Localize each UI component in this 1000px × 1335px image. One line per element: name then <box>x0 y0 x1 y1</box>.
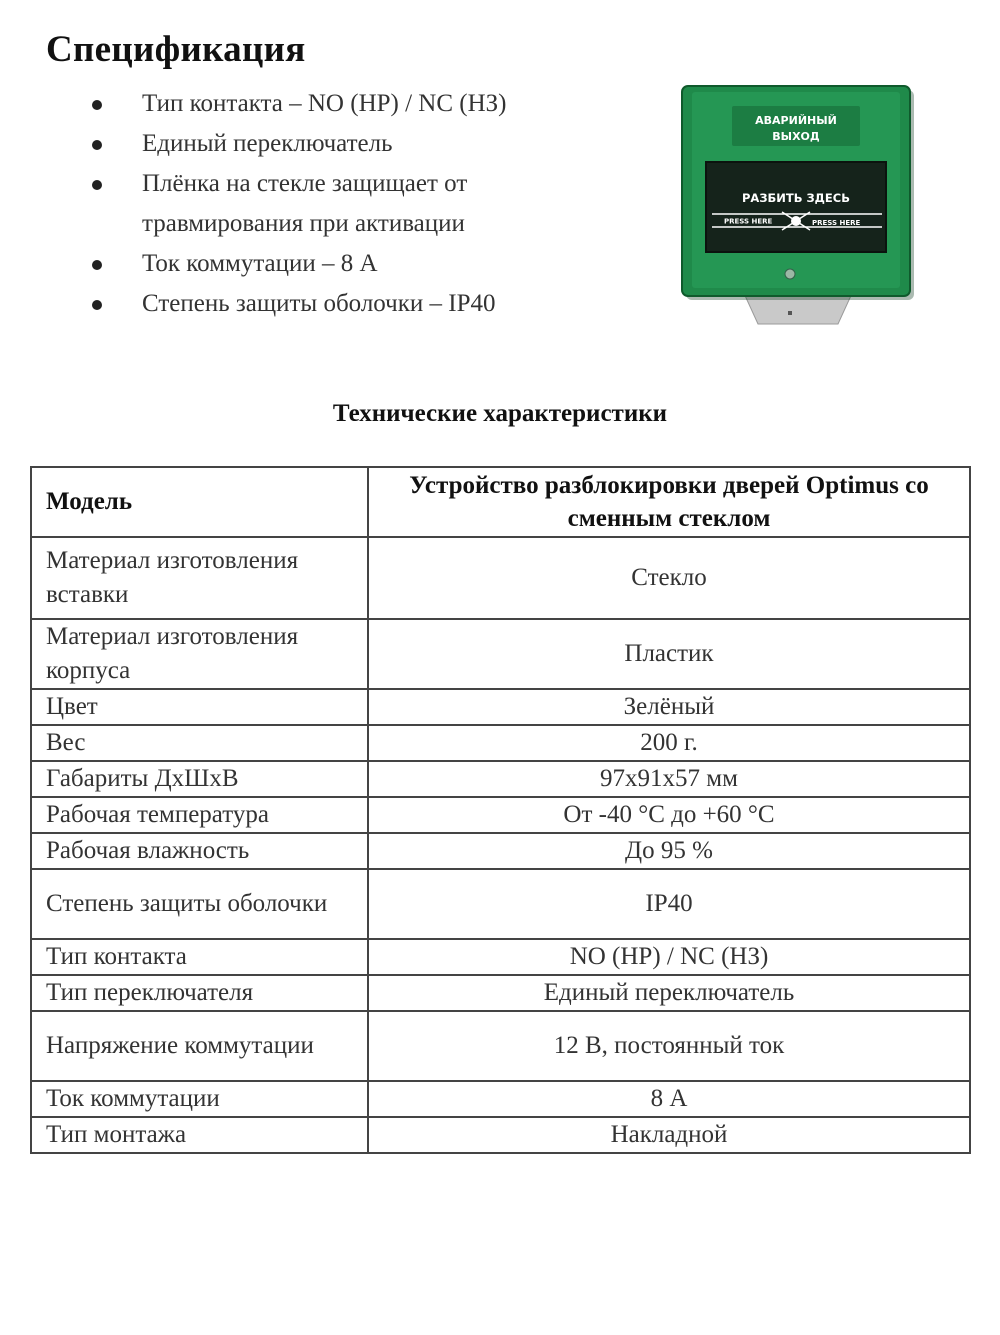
bullet-icon <box>92 260 102 270</box>
table-row <box>31 975 970 1011</box>
table-row <box>31 725 970 761</box>
bullet-icon <box>92 140 102 150</box>
spec-item <box>92 244 612 284</box>
row-value-cell: До 95 % <box>368 833 970 869</box>
device-break-label: РАЗБИТЬ ЗДЕСЬ <box>742 191 850 205</box>
spec-item <box>92 164 612 244</box>
device-press-left: PRESS HERE <box>724 217 773 226</box>
device-press-right: PRESS HERE <box>812 219 861 227</box>
spec-item <box>92 84 612 124</box>
spec-list <box>92 84 612 324</box>
device-sign-line2: ВЫХОД <box>772 130 820 143</box>
row-label-cell: Материал изготовления вставки <box>31 537 368 619</box>
row-value-cell: Стекло <box>368 537 970 619</box>
row-value-cell: IP40 <box>368 869 970 939</box>
spec-title: Спецификация <box>46 29 306 70</box>
device-indicator-led <box>785 269 795 279</box>
table-title: Технические характеристики <box>332 400 668 427</box>
spec-item-text: Степень защиты оболочки – IP40 <box>142 290 496 317</box>
row-value-cell: 12 В, постоянный ток <box>368 1011 970 1081</box>
table-row <box>31 537 970 619</box>
row-value-cell: Зелёный <box>368 689 970 725</box>
table-row <box>31 797 970 833</box>
row-value-cell: 8 А <box>368 1081 970 1117</box>
row-value-cell: Единый переключатель <box>368 975 970 1011</box>
spec-item <box>92 124 612 164</box>
table-row <box>31 1011 970 1081</box>
row-label-cell: Габариты ДхШхВ <box>31 761 368 797</box>
table-row <box>31 939 970 975</box>
row-label-cell: Тип монтажа <box>31 1117 368 1153</box>
row-value-cell: 200 г. <box>368 725 970 761</box>
device-sign-line1: АВАРИЙНЫЙ <box>755 114 837 127</box>
specs-table <box>30 466 971 1154</box>
table-row <box>31 689 970 725</box>
bullet-icon <box>92 180 102 190</box>
row-label-cell: Напряжение коммутации <box>31 1011 368 1081</box>
device-mount-slot <box>788 311 792 315</box>
row-label-cell: Ток коммутации <box>31 1081 368 1117</box>
bullet-icon <box>92 100 102 110</box>
spec-item <box>92 284 612 324</box>
header-value-cell: Устройство разблокировки дверей Optimus со сменным стеклом <box>368 467 970 537</box>
row-value-cell: NO (НР) / NC (НЗ) <box>368 939 970 975</box>
header-label-cell: Модель <box>31 467 368 537</box>
row-label-cell: Вес <box>31 725 368 761</box>
table-row <box>31 761 970 797</box>
emergency-exit-device-image <box>680 84 916 329</box>
row-value-cell: 97х91х57 мм <box>368 761 970 797</box>
row-label-cell: Материал изготовления корпуса <box>31 619 368 689</box>
row-label-cell: Рабочая влажность <box>31 833 368 869</box>
spec-item-text: Плёнка на стекле защищает от травмирования при активации <box>142 170 468 237</box>
table-row <box>31 869 970 939</box>
spec-item-text: Ток коммутации – 8 А <box>142 250 378 277</box>
table-header-row <box>31 467 970 537</box>
spec-item-text: Тип контакта – NO (НР) / NC (НЗ) <box>142 90 507 117</box>
row-label-cell: Тип контакта <box>31 939 368 975</box>
row-label-cell: Рабочая температура <box>31 797 368 833</box>
row-value-cell: Пластик <box>368 619 970 689</box>
bullet-icon <box>92 300 102 310</box>
table-row <box>31 1081 970 1117</box>
spec-item-text: Единый переключатель <box>142 130 393 157</box>
row-label-cell: Степень защиты оболочки <box>31 869 368 939</box>
row-value-cell: От -40 °С до +60 °С <box>368 797 970 833</box>
row-value-cell: Накладной <box>368 1117 970 1153</box>
table-row <box>31 619 970 689</box>
device-window <box>706 162 886 252</box>
table-row <box>31 833 970 869</box>
row-label-cell: Тип переключателя <box>31 975 368 1011</box>
table-row <box>31 1117 970 1153</box>
row-label-cell: Цвет <box>31 689 368 725</box>
